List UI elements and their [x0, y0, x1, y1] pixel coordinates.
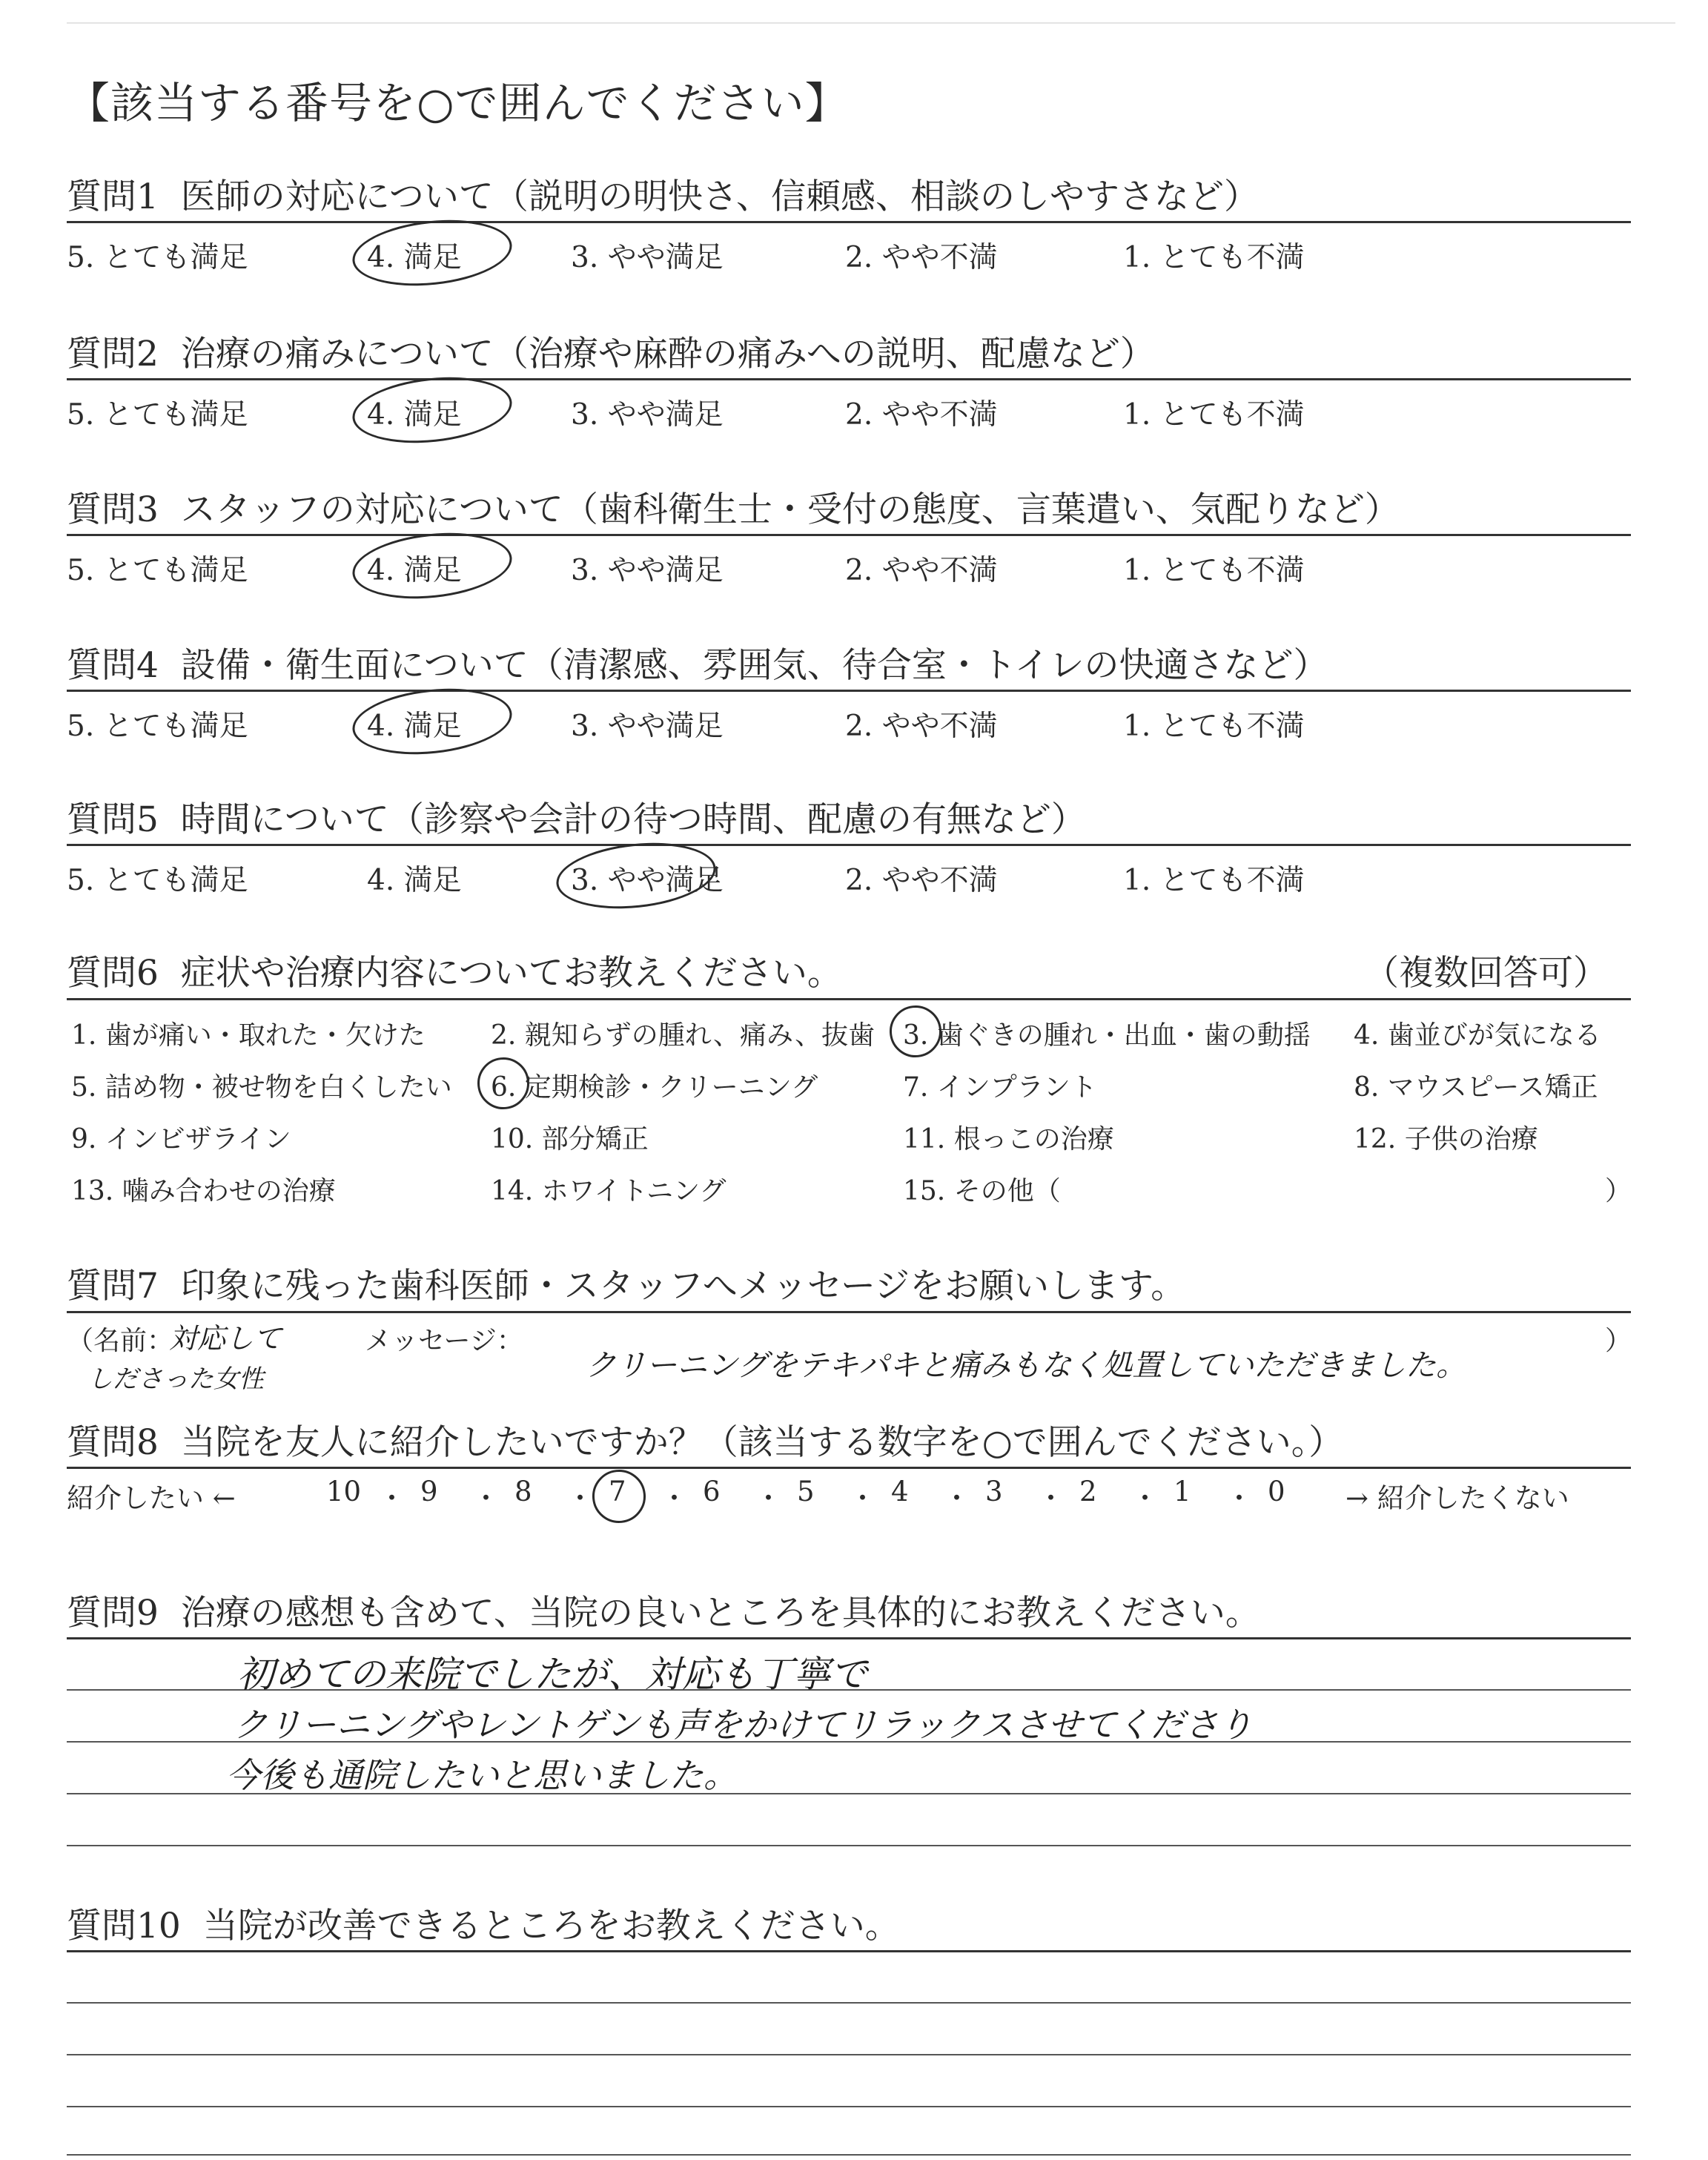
- q1-rule: [67, 221, 1631, 223]
- q7-name-handwritten-2: しださった女性: [87, 1364, 264, 1394]
- q9-handwritten-line-1: 初めての来院でしたが、対応も丁寧で: [237, 1653, 867, 1696]
- q5-label: 質問5: [67, 799, 159, 840]
- q1-option-5[interactable]: 5. とても満足: [67, 241, 248, 274]
- q3-option-2[interactable]: 2. やや不満: [845, 554, 998, 587]
- q7-message-label: メッセージ：: [365, 1326, 523, 1356]
- q4-text: 設備・衛生面について（清潔感、雰囲気、待合室・トイレの快適さなど）: [180, 645, 1328, 686]
- q6-option-2[interactable]: 2. 親知らずの腫れ、痛み、抜歯: [491, 1020, 875, 1051]
- q10-rule-1: [67, 1950, 1631, 1952]
- q8-number-9[interactable]: 9: [420, 1476, 438, 1507]
- q2-rule: [67, 378, 1631, 380]
- q8-number-1[interactable]: 1: [1174, 1476, 1191, 1507]
- q8-separator: ・: [661, 1482, 688, 1514]
- q6-option-12[interactable]: 12. 子供の治療: [1354, 1124, 1538, 1155]
- q9-handwritten-line-2: クリーニングやレントゲンも声をかけてリラックスさせてくださり: [234, 1705, 1253, 1745]
- q8-number-2[interactable]: 2: [1079, 1476, 1097, 1507]
- q6-text: 症状や治療内容についてお教えください。: [180, 953, 842, 994]
- q4-option-5[interactable]: 5. とても満足: [67, 710, 248, 743]
- q8-separator: ・: [378, 1482, 406, 1514]
- q4-options: [67, 703, 1631, 747]
- q7-heading: [67, 1258, 1185, 1308]
- q8-separator: ・: [755, 1482, 782, 1514]
- q6-option-9[interactable]: 9. インビザライン: [71, 1124, 291, 1155]
- q1-heading: [67, 169, 1259, 219]
- q6-option-15[interactable]: 15. その他（: [903, 1176, 1061, 1206]
- q5-option-1[interactable]: 1. とても不満: [1123, 864, 1305, 897]
- q3-label: 質問3: [67, 489, 159, 530]
- q2-text: 治療の痛みについて（治療や麻酔の痛みへの説明、配慮など）: [180, 334, 1155, 374]
- q5-option-5[interactable]: 5. とても満足: [67, 864, 248, 897]
- q9-label: 質問9: [67, 1593, 159, 1634]
- q10-heading: [67, 1898, 900, 1948]
- q7-rule: [67, 1311, 1631, 1313]
- q6-option-6[interactable]: 6. 定期検診・クリーニング: [491, 1072, 818, 1103]
- q2-option-3[interactable]: 3. やや満足: [571, 398, 724, 432]
- q5-text: 時間について（診察や会計の待つ時間、配慮の有無など）: [180, 799, 1086, 840]
- q8-separator: ・: [566, 1482, 594, 1514]
- q7-name-handwritten-1: 対応して: [169, 1322, 282, 1355]
- q1-option-4[interactable]: 4. 満足: [367, 241, 462, 274]
- q4-selection-circle: [349, 681, 515, 762]
- q6-label: 質問6: [67, 953, 159, 994]
- q8-separator: ・: [943, 1482, 970, 1514]
- q7-close-paren: ）: [1605, 1326, 1632, 1356]
- q6-option-14[interactable]: 14. ホワイトニング: [491, 1176, 726, 1206]
- q3-rule: [67, 534, 1631, 536]
- q6-option-13[interactable]: 13. 噛み合わせの治療: [71, 1176, 336, 1206]
- q3-text: スタッフの対応について（歯科衛生士・受付の態度、言葉遣い、気配りなど）: [180, 489, 1400, 530]
- q7-message-handwritten: クリーニングをテキパキと痛みもなく処置していただきました。: [586, 1347, 1467, 1383]
- q4-option-4[interactable]: 4. 満足: [367, 710, 462, 743]
- q8-number-8[interactable]: 8: [514, 1476, 532, 1507]
- q10-text: 当院が改善できるところをお教えください。: [202, 1906, 900, 1946]
- q6-note: （複数回答可）: [1364, 953, 1608, 994]
- q9-rule-1: [67, 1637, 1631, 1639]
- q6-rule: [67, 998, 1631, 1000]
- q4-label: 質問4: [67, 645, 159, 686]
- q8-rule: [67, 1467, 1631, 1469]
- q9-rule-5: [67, 1845, 1631, 1846]
- q3-heading: [67, 482, 1400, 532]
- q5-options: [67, 857, 1631, 902]
- q3-option-1[interactable]: 1. とても不満: [1123, 554, 1305, 587]
- q10-label: 質問10: [67, 1906, 181, 1946]
- q6-option-8[interactable]: 8. マウスピース矯正: [1354, 1072, 1598, 1103]
- q2-option-5[interactable]: 5. とても満足: [67, 398, 248, 432]
- q6-option-10[interactable]: 10. 部分矯正: [491, 1124, 649, 1155]
- q2-option-4[interactable]: 4. 満足: [367, 398, 462, 432]
- q9-handwritten-line-3: 今後も通院したいと思いました。: [226, 1755, 738, 1795]
- q3-option-5[interactable]: 5. とても満足: [67, 554, 248, 587]
- q7-text: 印象に残った歯科医師・スタッフへメッセージをお願いします。: [180, 1266, 1186, 1307]
- q4-rule: [67, 690, 1631, 692]
- q4-option-1[interactable]: 1. とても不満: [1123, 710, 1305, 743]
- q6-option-4[interactable]: 4. 歯並びが気になる: [1354, 1020, 1601, 1051]
- q1-option-1[interactable]: 1. とても不満: [1123, 241, 1305, 274]
- q8-separator: ・: [849, 1482, 876, 1514]
- q8-left-label: 紹介したい ←: [67, 1482, 236, 1514]
- q9-text: 治療の感想も含めて、当院の良いところを具体的にお教えください。: [180, 1593, 1260, 1634]
- q8-number-4[interactable]: 4: [891, 1476, 909, 1507]
- q5-heading: [67, 792, 1086, 842]
- q8-separator: ・: [472, 1482, 500, 1514]
- q6-option-5[interactable]: 5. 詰め物・被せ物を白くしたい: [71, 1072, 452, 1103]
- q1-options: [67, 234, 1631, 279]
- q6-option-3[interactable]: 3. 歯ぐきの腫れ・出血・歯の動揺: [903, 1020, 1311, 1051]
- q3-selection-circle: [349, 526, 515, 606]
- page-title: 【該当する番号を○で囲んでください】: [67, 78, 849, 128]
- q8-number-7[interactable]: 7: [609, 1476, 626, 1507]
- q6-option-11[interactable]: 11. 根っこの治療: [903, 1124, 1114, 1155]
- q1-label: 質問1: [67, 176, 159, 217]
- q1-selection-circle: [349, 213, 515, 293]
- q8-separator: ・: [1037, 1482, 1065, 1514]
- q8-heading: [67, 1415, 1343, 1464]
- q2-option-2[interactable]: 2. やや不満: [845, 398, 998, 432]
- q8-separator: ・: [1131, 1482, 1159, 1514]
- q10-rule-3: [67, 2054, 1631, 2055]
- q10-rule-2: [67, 2002, 1631, 2004]
- q8-separator: ・: [1225, 1482, 1253, 1514]
- q1-option-3[interactable]: 3. やや満足: [571, 241, 724, 274]
- q2-heading: [67, 326, 1155, 376]
- q4-option-3[interactable]: 3. やや満足: [571, 710, 724, 743]
- q5-rule: [67, 844, 1631, 846]
- q3-option-4[interactable]: 4. 満足: [367, 554, 462, 587]
- q5-option-2[interactable]: 2. やや不満: [845, 864, 998, 897]
- q6-option-1[interactable]: 1. 歯が痛い・取れた・欠けた: [71, 1020, 426, 1051]
- q8-text: 当院を友人に紹介したいですか？（該当する数字を○で囲んでください。）: [180, 1422, 1344, 1463]
- q9-heading: [67, 1585, 1260, 1635]
- q1-option-2[interactable]: 2. やや不満: [845, 241, 998, 274]
- q5-selection-circle: [553, 836, 719, 916]
- q2-label: 質問2: [67, 334, 159, 374]
- q10-rule-5: [67, 2154, 1631, 2156]
- q6-other-close-paren: ）: [1605, 1176, 1632, 1206]
- q8-number-5[interactable]: 5: [797, 1476, 815, 1507]
- q5-option-3[interactable]: 3. やや満足: [571, 864, 724, 897]
- q1-text: 医師の対応について（説明の明快さ、信頼感、相談のしやすさなど）: [180, 176, 1259, 217]
- top-border: [67, 22, 1675, 24]
- q3-option-3[interactable]: 3. やや満足: [571, 554, 724, 587]
- q3-options: [67, 547, 1631, 592]
- q8-number-6[interactable]: 6: [703, 1476, 721, 1507]
- q5-option-4[interactable]: 4. 満足: [367, 864, 462, 897]
- q6-option-7[interactable]: 7. インプラント: [903, 1072, 1097, 1103]
- q8-number-0[interactable]: 0: [1268, 1476, 1285, 1507]
- q7-label: 質問7: [67, 1266, 159, 1307]
- q4-option-2[interactable]: 2. やや不満: [845, 710, 998, 743]
- q2-options: [67, 392, 1631, 436]
- q8-selection-circle: [589, 1467, 648, 1525]
- q8-number-3[interactable]: 3: [985, 1476, 1003, 1507]
- q4-heading: [67, 638, 1328, 687]
- q8-label: 質問8: [67, 1422, 159, 1463]
- q6-heading: [67, 945, 842, 995]
- q8-right-label: → 紹介したくない: [1345, 1482, 1569, 1514]
- q2-option-1[interactable]: 1. とても不満: [1123, 398, 1305, 432]
- q10-rule-4: [67, 2106, 1631, 2107]
- q7-name-label: （名前：: [67, 1326, 174, 1356]
- q8-number-10[interactable]: 10: [326, 1476, 362, 1507]
- q2-selection-circle: [349, 370, 515, 450]
